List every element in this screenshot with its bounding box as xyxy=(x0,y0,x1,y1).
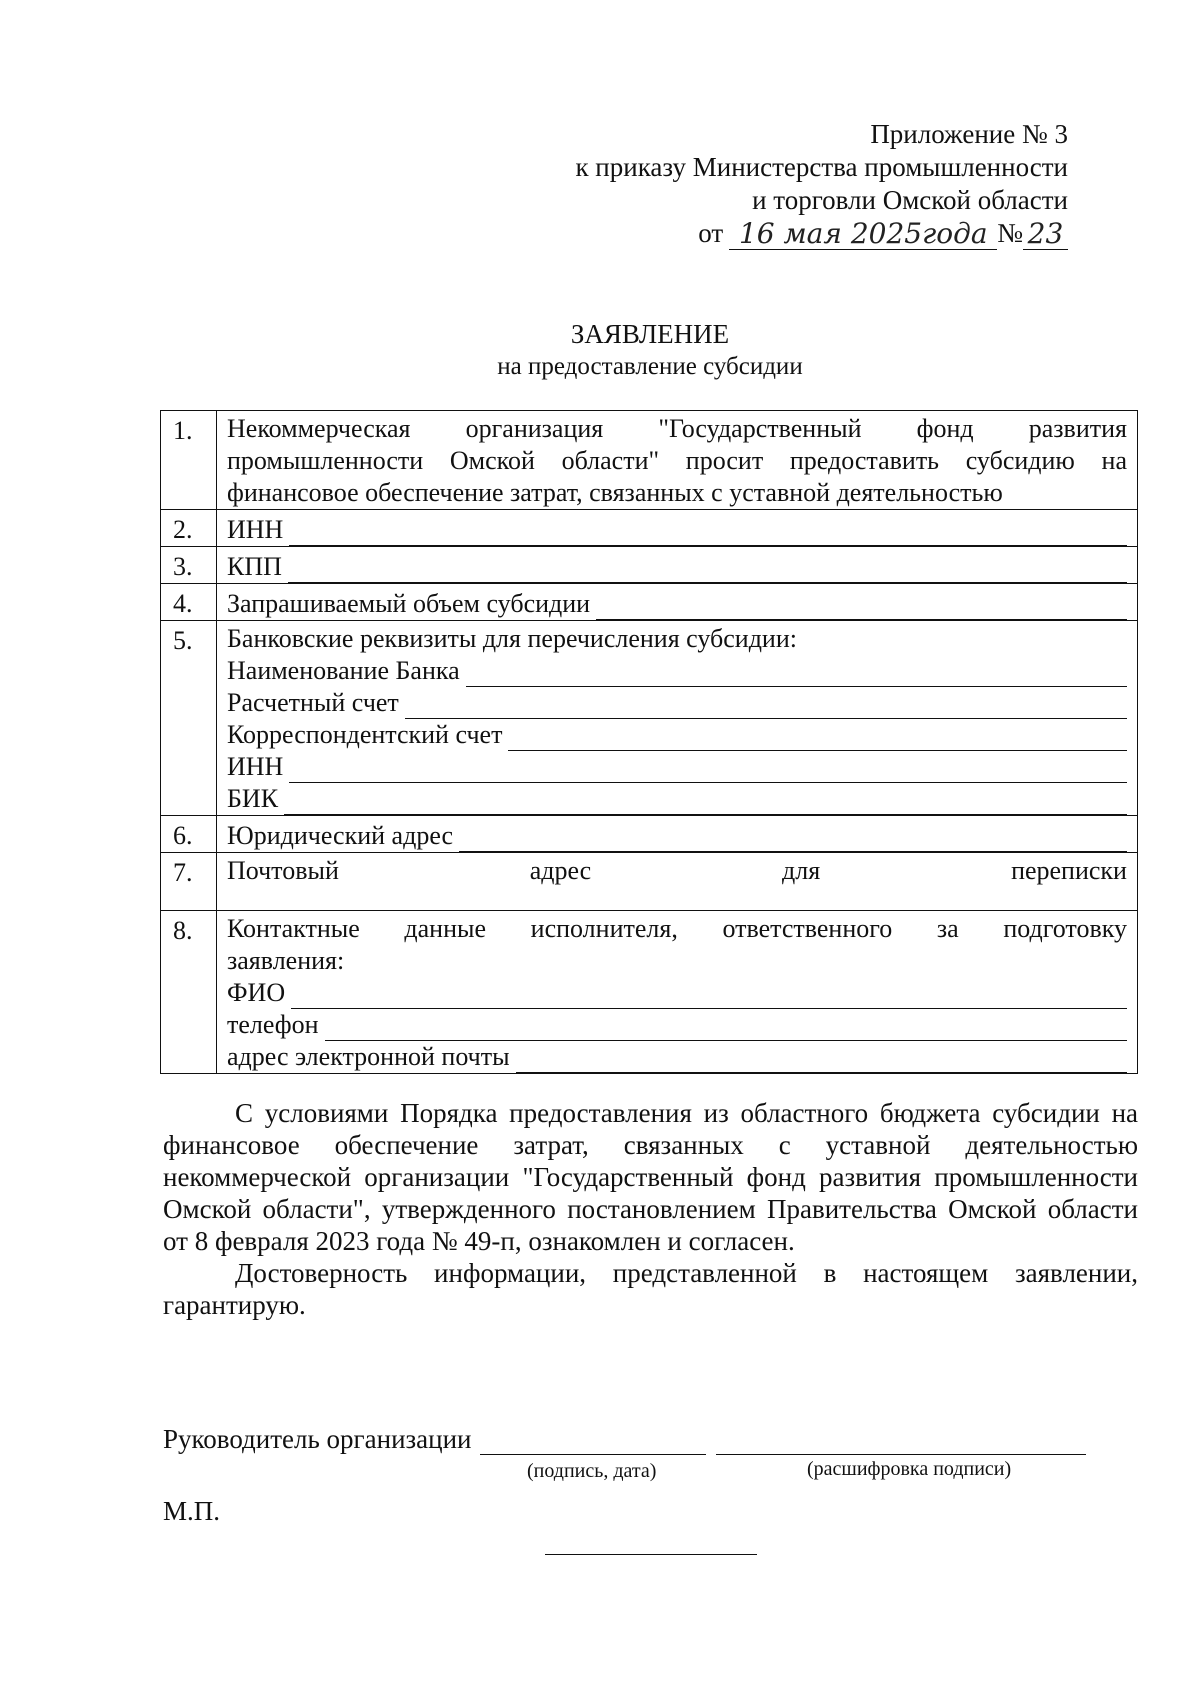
legal-address-field[interactable] xyxy=(459,829,1127,852)
contact-heading-line-1: Контактные данные исполнителя, ответственного за подготовку xyxy=(227,914,1127,943)
legal-address-label: Юридический адрес xyxy=(227,821,454,850)
row-number: 8. xyxy=(161,911,217,1073)
bank-inn-label: ИНН xyxy=(227,752,284,781)
contact-heading-line-2: заявления: xyxy=(227,946,345,975)
signature-caption: (подпись, дата) xyxy=(527,1460,657,1482)
body-text xyxy=(163,1097,1138,1321)
row-number: 6. xyxy=(161,816,217,852)
email-label: адрес электронной почты xyxy=(227,1042,510,1071)
email-field[interactable] xyxy=(516,1050,1127,1073)
bank-details-heading: Банковские реквизиты для перечисления субсидии: xyxy=(227,624,797,653)
row-number: 5. xyxy=(161,621,217,815)
subsidy-amount-label: Запрашиваемый объем субсидии xyxy=(227,589,591,618)
bank-name-field[interactable] xyxy=(466,664,1127,687)
appendix-header xyxy=(575,118,1068,250)
signature-line xyxy=(163,1424,1086,1455)
row1-line-2: промышленности Омской области" просит предоставить субсидию на xyxy=(227,446,1127,475)
form-row-8 xyxy=(161,911,1137,1073)
form-row-4 xyxy=(161,584,1137,621)
order-line-1: к приказу Министерства промышленности xyxy=(575,152,1068,182)
bottom-rule xyxy=(545,1554,757,1555)
signature-field[interactable] xyxy=(480,1432,706,1455)
phone-field[interactable] xyxy=(325,1018,1128,1041)
corr-account-label: Корреспондентский счет xyxy=(227,720,503,749)
date-prefix: от xyxy=(698,218,724,248)
form-row-3 xyxy=(161,547,1137,584)
stamp-place-label: М.П. xyxy=(163,1496,221,1526)
row-number: 2. xyxy=(161,510,217,546)
guarantee-paragraph: Достоверность информации, представленной в настоящем заявлении, гарантирую. xyxy=(163,1258,1138,1320)
application-form-table xyxy=(160,410,1138,1074)
bank-inn-field[interactable] xyxy=(289,760,1127,783)
corr-account-field[interactable] xyxy=(508,728,1127,751)
subsidy-amount-field[interactable] xyxy=(596,597,1127,620)
phone-label: телефон xyxy=(227,1010,319,1039)
bank-name-label: Наименование Банка xyxy=(227,656,460,685)
account-field[interactable] xyxy=(405,696,1127,719)
row-number: 4. xyxy=(161,584,217,620)
postal-address-label: Почтовый адрес для переписки xyxy=(227,856,1127,885)
kpp-label: КПП xyxy=(227,552,282,581)
fio-field[interactable] xyxy=(291,986,1127,1009)
row-number: 3. xyxy=(161,547,217,583)
inn-label: ИНН xyxy=(227,515,284,544)
decode-caption: (расшифровка подписи) xyxy=(807,1458,1012,1480)
fio-label: ФИО xyxy=(227,978,286,1007)
appendix-label: Приложение № 3 xyxy=(870,119,1068,149)
bik-label: БИК xyxy=(227,784,279,813)
signature-label: Руководитель организации xyxy=(163,1424,472,1454)
handwritten-date: 16 мая 2025года xyxy=(729,219,997,250)
number-sign: № xyxy=(997,218,1023,248)
row-number: 7. xyxy=(161,853,217,910)
form-row-2 xyxy=(161,510,1137,547)
page-title: ЗАЯВЛЕНИЕ xyxy=(570,319,730,349)
consent-paragraph: С условиями Порядка предоставления из областного бюджета субсидии на финансовое обеспечение затрат, связанных с уставной деятельностью некоммерческой организации "Государственный фонд развития промышленности Омской области", утвержденного постановлением Правительства Омской области от 8 февраля 2023 года № 49-п, ознакомлен и согласен. xyxy=(163,1098,1138,1256)
form-row-5 xyxy=(161,621,1137,816)
page-subtitle: на предоставление субсидии xyxy=(497,353,803,380)
account-label: Расчетный счет xyxy=(227,688,399,717)
signature-decode-field[interactable] xyxy=(716,1432,1086,1455)
inn-field[interactable] xyxy=(289,523,1127,546)
row-number: 1. xyxy=(161,411,217,509)
form-row-1 xyxy=(161,411,1137,510)
order-date-line xyxy=(698,217,1068,250)
row1-line-3: финансовое обеспечение затрат, связанных с уставной деятельностью xyxy=(227,478,1003,507)
handwritten-number: 23 xyxy=(1023,219,1068,250)
order-line-2: и торговли Омской области xyxy=(752,185,1068,215)
row1-line-1: Некоммерческая организация "Государственный фонд развития xyxy=(227,414,1127,443)
form-row-6 xyxy=(161,816,1137,853)
bik-field[interactable] xyxy=(284,792,1127,815)
form-row-7 xyxy=(161,853,1137,911)
kpp-field[interactable] xyxy=(288,560,1127,583)
